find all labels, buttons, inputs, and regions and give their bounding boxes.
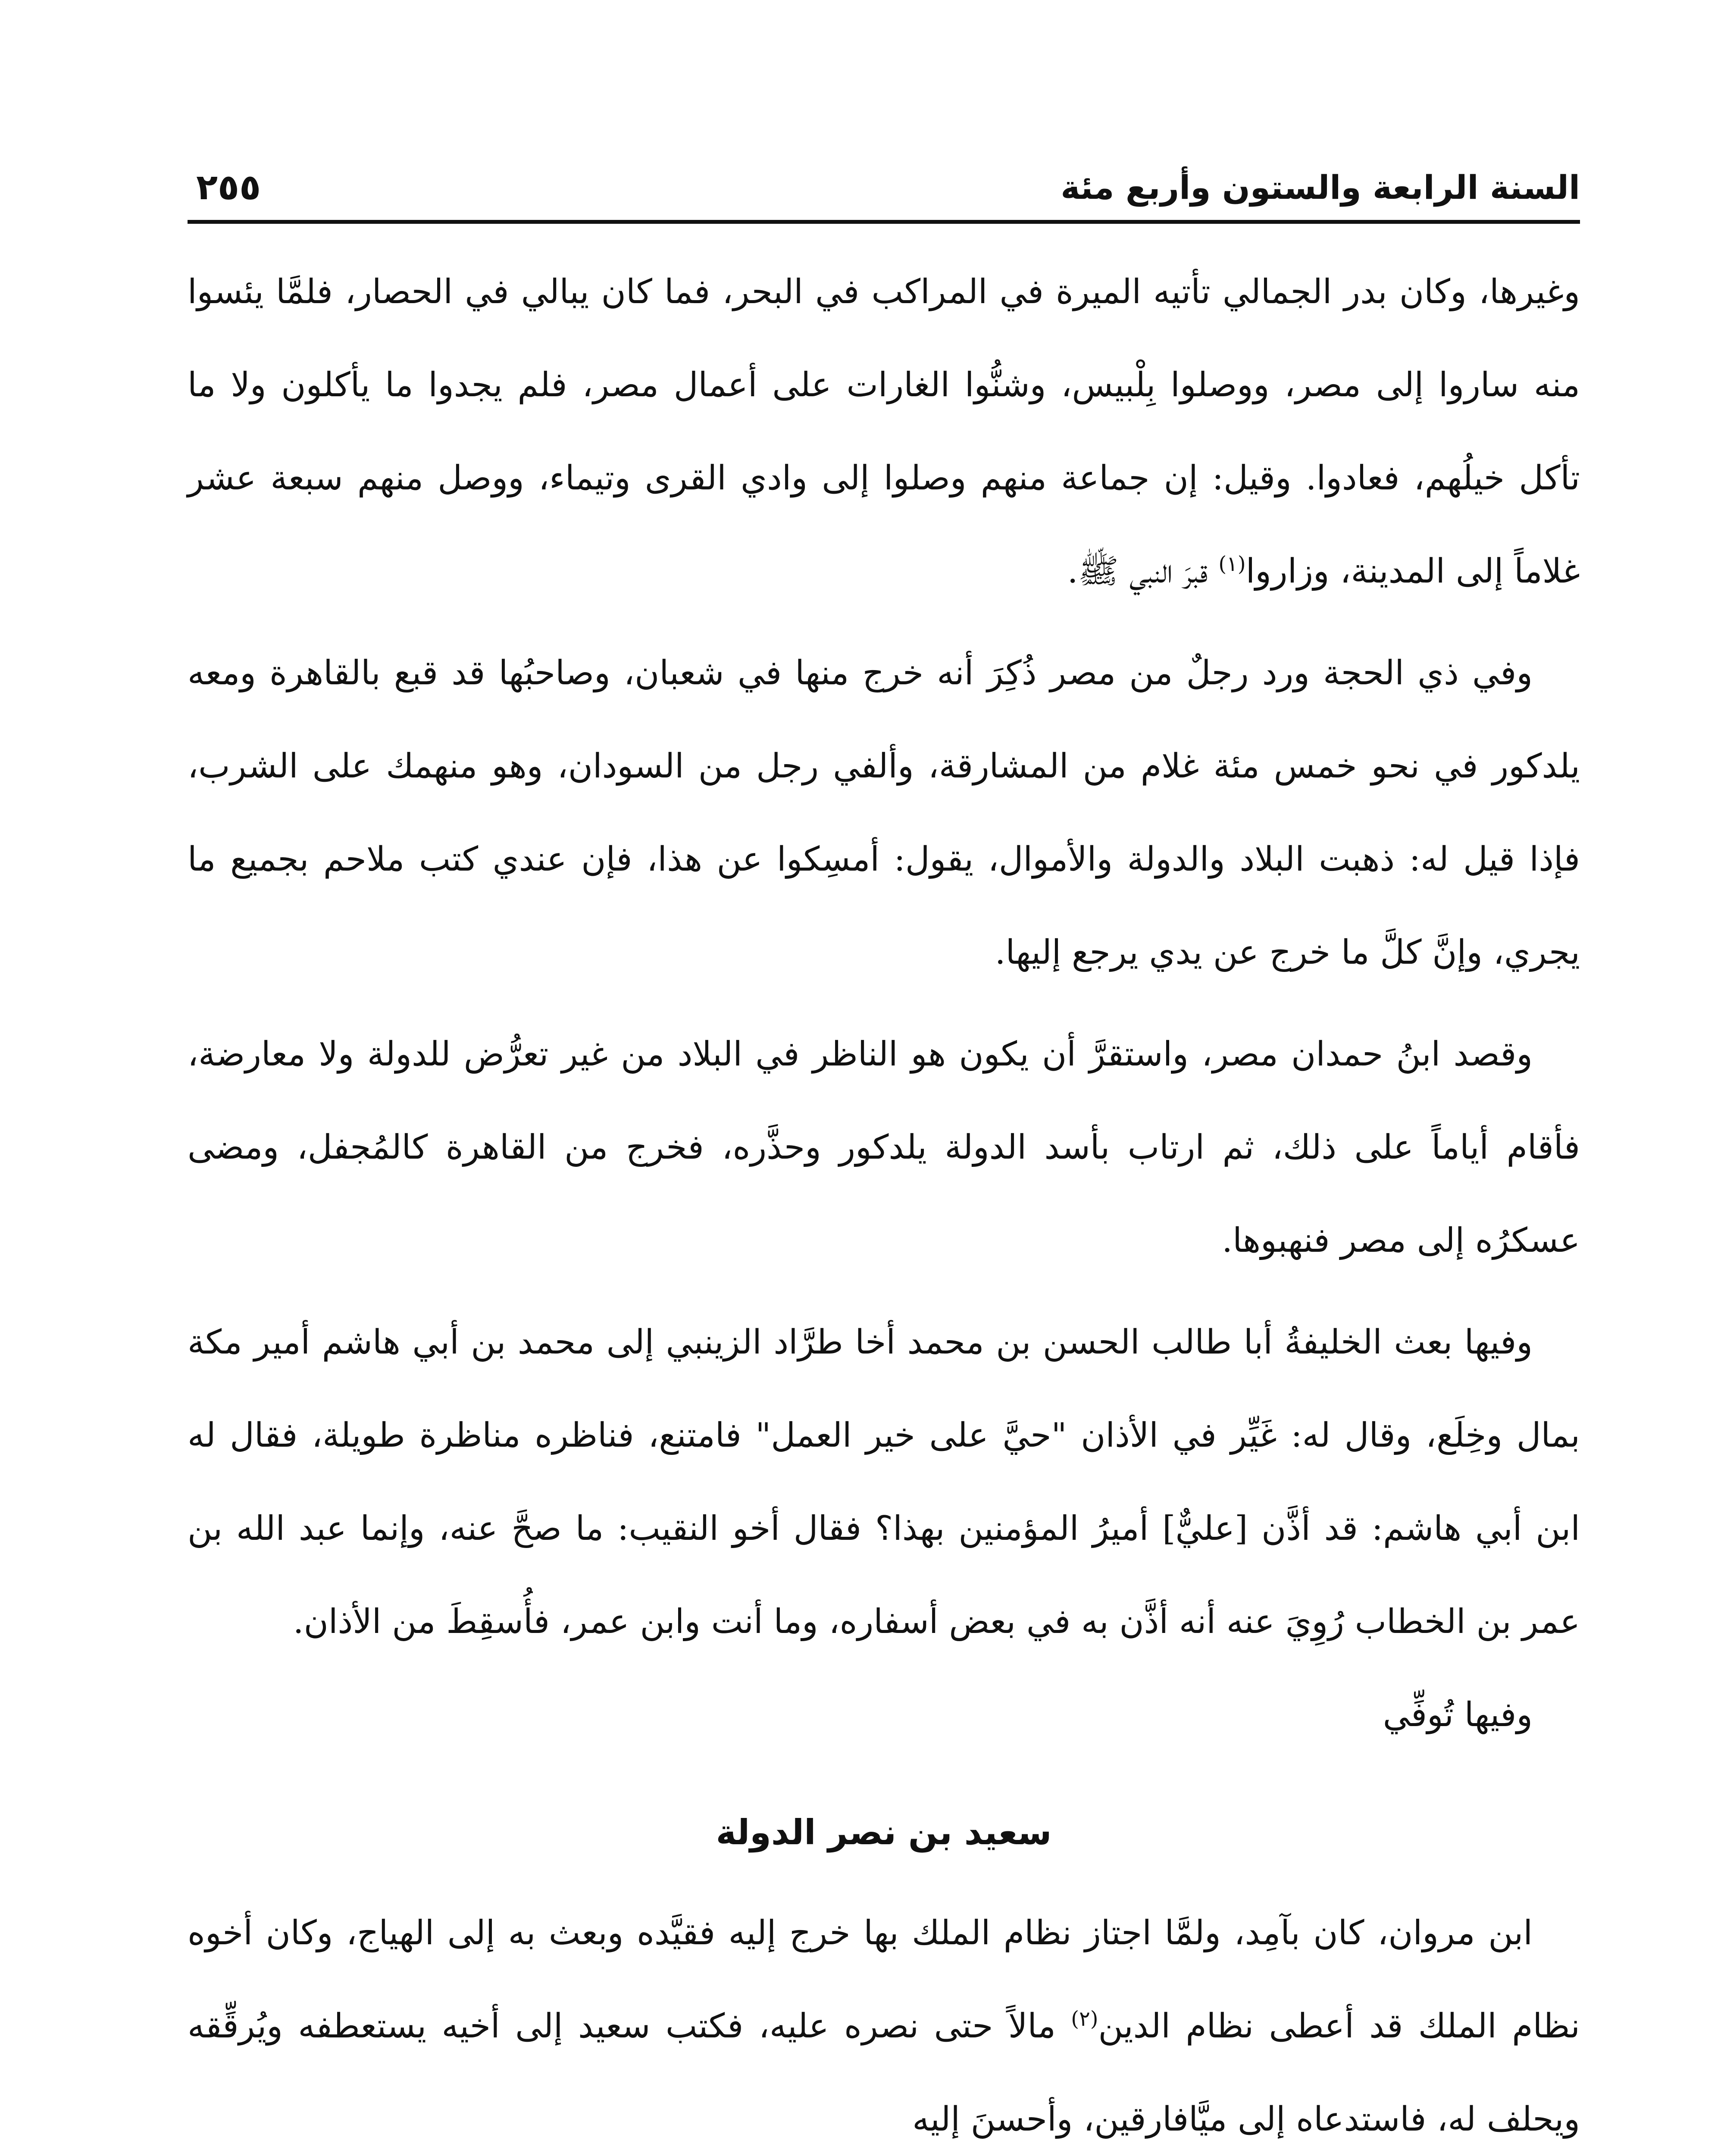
paragraph-6-text-end: مالاً حتى نصره عليه، فكتب سعيد إلى أخيه يستعطفه ويُرقِّقه ويحلف له، فاستدعاه إلى ميَّافارقين، وأحسنَ إليه [188,2007,1580,2139]
main-text [188,245,1580,2156]
paragraph-3: وقصد ابنُ حمدان مصر، واستقرَّ أن يكون هو الناظر في البلاد من غير تعرُّض للدولة ولا معارضة، فأقام أياماً على ذلك، ثم ارتاب بأسد الدولة يلدكور وحذَّره، فخرج من القاهرة كالمُجفل، ومضى عسكرُه إلى مصر فنهبوها. [188,1035,1580,1260]
footnote-marker-2: (٢) [1071,2007,1098,2031]
running-title: السنة الرابعة والستون وأربع مئة [1061,168,1580,207]
book-page [188,129,1580,2156]
paragraph-1-text-end: قبرَ النبي ﷺ. [1067,552,1219,591]
paragraph-5: وفيها تُوفِّي [1383,1695,1533,1734]
paragraph-6 [188,1887,1580,2156]
footnote-marker-1: (١) [1218,552,1246,576]
paragraph-6-text: ابن مروان، كان بآمِد، ولمَّا اجتاز نظام الملك بها خرج إليه فقيَّده وبعث به إلى الهياج، وكان أخوه نظام الملك قد أعطى نظام الدين [188,1914,1580,2046]
paragraph-1 [188,245,1580,618]
paragraph-1-text: وغيرها، وكان بدر الجمالي تأتيه الميرة في المراكب في البحر، فما كان يبالي في الحصار، فلمَّا يئسوا منه ساروا إلى مصر، ووصلوا بِلْبيس، وشنُّوا الغارات على أعمال مصر، فلم يجدوا ما يأكلون ولا ما تأكل خيلُهم، فعادوا. وقيل: إن جماعة منهم وصلوا إلى وادي القرى وتيماء، ووصل منهم سبعة عشر غلاماً إلى المدينة، وزاروا [188,273,1580,591]
paragraph-2: وفي ذي الحجة ورد رجلٌ من مصر ذُكِرَ أنه خرج منها في شعبان، وصاحبُها قد قبع بالقاهرة ومعه يلدكور في نحو خمس مئة غلام من المشارقة، وألفي رجل من السودان، وهو منهمك على الشرب، فإذا قيل له: ذهبت البلاد والدولة والأموال، يقول: أمسِكوا عن هذا، فإن عندي كتب ملاحم بجميع ما يجري، وإنَّ كلَّ ما خرج عن يدي يرجع إليها. [188,654,1580,972]
paragraph-4: وفيها بعث الخليفةُ أبا طالب الحسن بن محمد أخا طرَّاد الزينبي إلى محمد بن أبي هاشم أمير مكة بمال وخِلَع، وقال له: غَيِّر في الأذان "حيَّ على خير العمل" فامتنع، فناظره مناظرة طويلة، فقال له ابن أبي هاشم: قد أذَّن [عليٌّ] أميرُ المؤمنين بهذا؟ فقال أخو النقيب: ما صحَّ عنه، وإنما عبد الله بن عمر بن الخطاب رُوِيَ عنه أنه أذَّن به في بعض أسفاره، وما أنت وابن عمر، فأُسقِطَ من الأذان. [188,1323,1580,1641]
running-header [188,129,1580,224]
page-number: ٢٥٥ [196,167,261,208]
section-heading: سعيد بن نصر الدولة [716,1812,1052,1852]
